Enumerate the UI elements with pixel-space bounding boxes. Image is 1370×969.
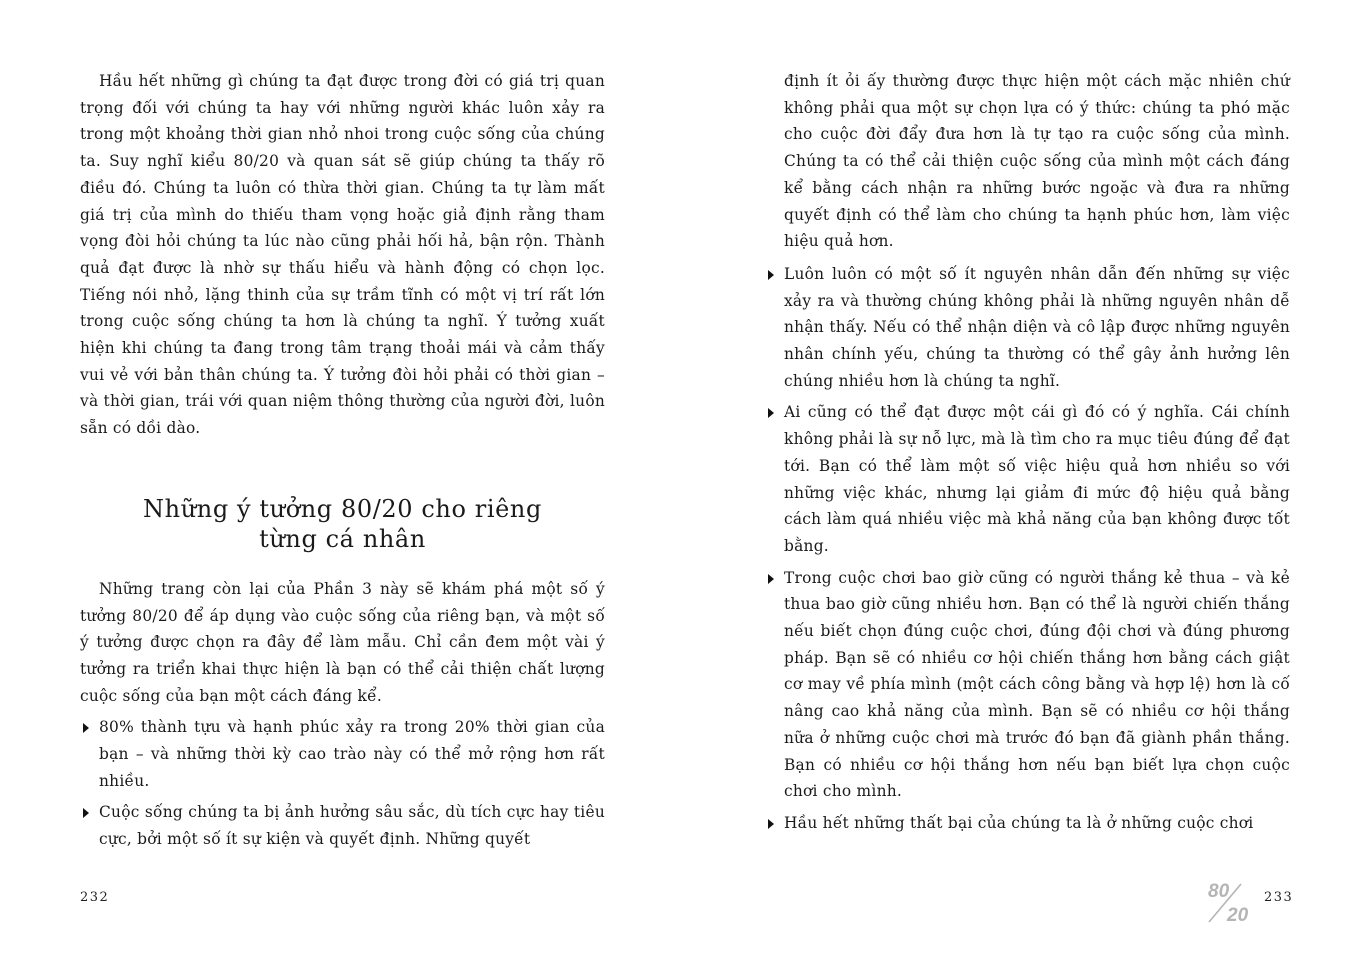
- list-item-text: 80% thành tựu và hạnh phúc xảy ra trong 20% thời gian của bạn – và những thời kỳ cao trào này có thể mở rộng hơn rất nhiều.: [99, 718, 605, 790]
- list-item: [765, 810, 1290, 837]
- section-heading: [80, 494, 605, 554]
- bullet-list: [80, 714, 605, 853]
- right-page: [685, 0, 1370, 969]
- list-item: [765, 399, 1290, 559]
- list-item-text: Hầu hết những thất bại của chúng ta là ở những cuộc chơi: [784, 813, 1254, 832]
- list-item-text: Trong cuộc chơi bao giờ cũng có người thắng kẻ thua – và kẻ thua bao giờ cũng nhiều hơn. Bạn có thể là người chiến thắng nếu biết chọn đúng cuộc chơi, đúng đội chơi và đúng phương pháp. Bạn sẽ có nhiều cơ hội chiến thắng hơn bằng cách giật cơ may về phía mình (một cách công bằng và hợp lệ) hơn là cố nâng cao khả năng của mình. Bạn sẽ có nhiều cơ hội thắng nữa ở những cuộc chơi mà trước đó bạn đã giành phần thắng. Bạn có nhiều cơ hội thắng hơn nếu bạn biết lựa chọn cuộc chơi cho mình.: [784, 568, 1290, 801]
- triangle-bullet-icon: [768, 408, 774, 418]
- logo-top-number: 80: [1208, 881, 1230, 902]
- left-page-text-column: [80, 68, 605, 858]
- heading-line-1: Những ý tưởng 80/20 cho riêng: [143, 494, 542, 523]
- logo-bottom-number: 20: [1227, 905, 1249, 924]
- right-page-text-column: [784, 68, 1290, 842]
- bullet-list: [784, 261, 1290, 837]
- page-number: 233: [1264, 890, 1294, 905]
- list-item: [80, 714, 605, 794]
- list-item-text: Ai cũng có thể đạt được một cái gì đó có ý nghĩa. Cái chính không phải là sự nỗ lực, mà là tìm cho ra mục tiêu đúng để đạt tới. Bạn có thể làm một số việc hiệu quả hơn nhiều so với những việc khác, nhưng lại giảm đi mức độ hiệu quả bằng cách làm quá nhiều việc mà khả năng của bạn không được tốt bằng.: [784, 403, 1290, 555]
- list-item-text: Luôn luôn có một số ít nguyên nhân dẫn đến những sự việc xảy ra và thường chúng không phải là những nguyên nhân dễ nhận thấy. Nếu có thể nhận diện và cô lập được những nguyên nhân chính yếu, chúng ta thường có thể gây ảnh hưởng lên chúng nhiều hơn là chúng ta nghĩ.: [784, 264, 1290, 390]
- page-number: 232: [80, 890, 110, 905]
- heading-line-2: từng cá nhân: [259, 524, 426, 553]
- list-item-text: Cuộc sống chúng ta bị ảnh hưởng sâu sắc, dù tích cực hay tiêu cực, bởi một số ít sự kiện và quyết định. Những quyết: [99, 803, 605, 849]
- paragraph: Hầu hết những gì chúng ta đạt được trong đời có giá trị quan trọng đối với chúng ta hay với những người khác luôn xảy ra trong một khoảng thời gian nhỏ nhoi trong cuộc sống của chúng ta. Suy nghĩ kiểu 80/20 và quan sát sẽ giúp chúng ta thấy rõ điều đó. Chúng ta luôn có thừa thời gian. Chúng ta tự làm mất giá trị của mình do thiếu tham vọng hoặc giả định rằng tham vọng đòi hỏi chúng ta lúc nào cũng phải hối hả, bận rộn. Thành quả đạt được là nhờ sự thấu hiểu và hành động có chọn lọc. Tiếng nói nhỏ, lặng thinh của sự trầm tĩnh có một vị trí rất lớn trong cuộc sống chúng ta hơn là chúng ta nghĩ. Ý tưởng xuất hiện khi chúng ta đang trong tâm trạng thoải mái và cảm thấy vui vẻ với bản thân chúng ta. Ý tưởng đòi hỏi phải có thời gian – và thời gian, trái với quan niệm thông thường của người đời, luôn sẵn có dồi dào.: [80, 72, 605, 438]
- list-item: [765, 261, 1290, 395]
- continued-paragraph: định ít ỏi ấy thường được thực hiện một cách mặc nhiên chứ không phải qua một sự chọn lựa có ý thức: chúng ta phó mặc cho cuộc đời đẩy đưa hơn là tự tạo ra cuộc sống của mình. Chúng ta có thể cải thiện cuộc sống của mình một cách đáng kể bằng cách nhận ra những bước ngoặc và đưa ra những quyết định có thể làm cho chúng ta hạnh phúc hơn, làm việc hiệu quả hơn.: [784, 72, 1290, 251]
- triangle-bullet-icon: [83, 808, 89, 818]
- list-item: [80, 799, 605, 852]
- triangle-bullet-icon: [83, 723, 89, 733]
- 80-20-logo-icon: [1205, 878, 1265, 924]
- triangle-bullet-icon: [768, 270, 774, 280]
- list-item: [765, 565, 1290, 805]
- triangle-bullet-icon: [768, 819, 774, 829]
- paragraph: Những trang còn lại của Phần 3 này sẽ khám phá một số ý tưởng 80/20 để áp dụng vào cuộc sống của riêng bạn, và một số ý tưởng được chọn ra đây để làm mẫu. Chỉ cần đem một vài ý tưởng ra triển khai thực hiện là bạn có thể cải thiện chất lượng cuộc sống của bạn một cách đáng kể.: [80, 579, 605, 705]
- triangle-bullet-icon: [768, 574, 774, 584]
